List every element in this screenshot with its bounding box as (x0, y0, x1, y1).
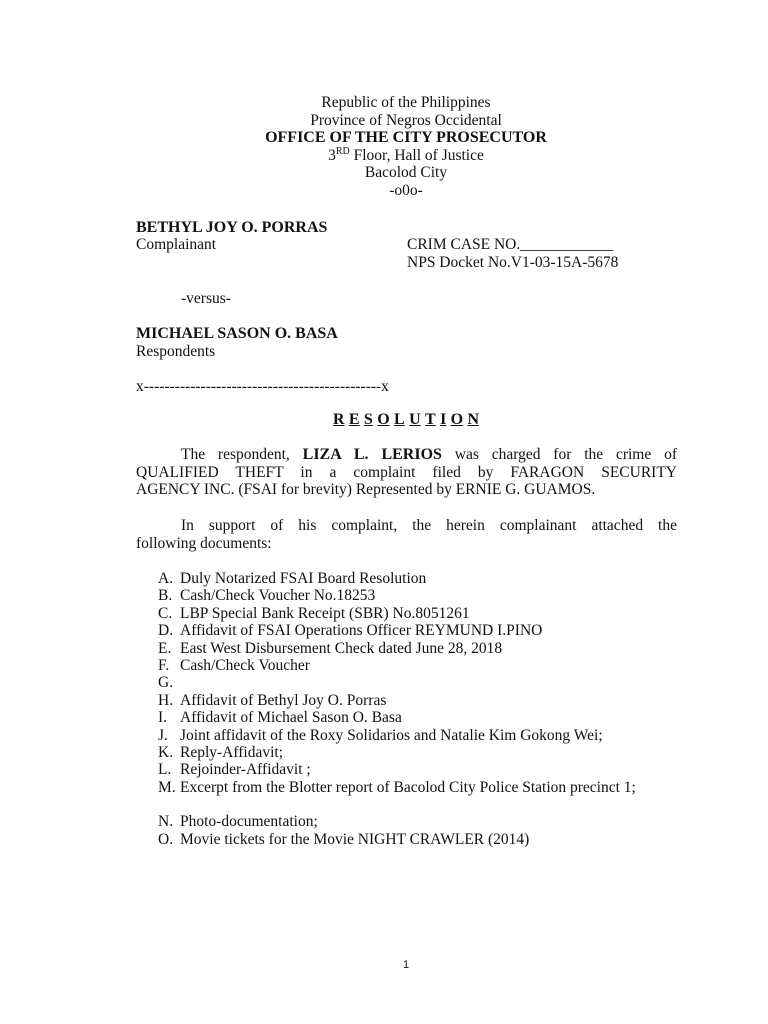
title-letter: L (394, 411, 405, 428)
respondent-highlight: LIZA L. LERIOS (302, 446, 442, 463)
list-marker: L. (158, 761, 172, 779)
respondent-label: Respondents (136, 343, 216, 360)
complainant-label: Complainant (136, 236, 217, 253)
paragraph-charge-intro: The respondent, (181, 446, 290, 463)
list-item-text: Movie tickets for the Movie NIGHT CRAWLER (2014) (180, 830, 530, 848)
list-marker: D. (158, 622, 174, 640)
list-item-text: Cash/Check Voucher (180, 656, 310, 674)
list-marker: H. (158, 691, 174, 709)
resolution-title (0, 411, 768, 429)
list-marker: C. (158, 604, 173, 622)
documents-list (158, 570, 650, 848)
header-country: Republic of the Philippines (321, 94, 491, 111)
paragraph-charge-line: QUALIFIED THEFT in a complaint filed by FARAGON SECURITY (136, 463, 677, 481)
title-letter: R (332, 411, 345, 428)
title-letter: I (440, 411, 447, 428)
paragraph-charge-continuation: was charged for the crime of (454, 446, 677, 463)
paragraph-charge (136, 446, 677, 499)
title-letter: N (467, 411, 480, 428)
title-letter: S (363, 411, 373, 428)
header-floor-superscript: RD (335, 145, 350, 157)
list-item (158, 779, 650, 814)
list-item (158, 831, 650, 848)
list-marker: O. (158, 830, 174, 848)
paragraph-support-line: following documents: (136, 534, 272, 552)
list-item (158, 709, 650, 726)
list-item (158, 692, 650, 709)
paragraph-support-line: In support of his complaint, the herein complainant attached the (181, 517, 677, 534)
list-marker: K. (158, 743, 174, 761)
list-item-text: Affidavit of Bethyl Joy O. Porras (180, 691, 387, 709)
list-marker: E. (158, 639, 172, 657)
list-marker: F. (158, 656, 170, 674)
header-province: Province of Negros Occidental (310, 111, 502, 129)
list-item (158, 622, 650, 639)
list-marker: J. (158, 726, 168, 744)
title-letter: T (425, 411, 436, 428)
document-header (0, 94, 768, 199)
list-marker: A. (158, 570, 174, 587)
list-item (158, 727, 650, 744)
list-item-text: Joint affidavit of the Roxy Solidarios and Natalie Kim Gokong Wei; (180, 726, 603, 744)
header-floor-text: Floor, Hall of Justice (349, 146, 484, 164)
docket-number: NPS Docket No.V1-03-15A-5678 (407, 254, 619, 271)
list-item-text: Cash/Check Voucher No.18253 (180, 587, 376, 605)
list-item (158, 744, 650, 761)
list-item (158, 587, 650, 604)
list-item (158, 605, 650, 622)
complainant-name: BETHYL JOY O. PORRAS (136, 219, 328, 236)
list-item (158, 674, 650, 691)
header-floor (0, 147, 768, 165)
list-marker: N. (158, 813, 174, 831)
title-letter: E (348, 411, 360, 428)
list-item (158, 813, 650, 830)
list-item-text: East West Disbursement Check dated June 28, 2018 (180, 639, 503, 657)
page-number: 1 (402, 959, 410, 971)
paragraph-support (136, 517, 677, 552)
header-separator: -o0o- (389, 181, 423, 199)
list-marker: G. (158, 674, 174, 692)
header-office: OFFICE OF THE CITY PROSECUTOR (265, 129, 547, 146)
list-item-text: LBP Special Bank Receipt (SBR) No.8051261 (180, 604, 470, 622)
list-item-text: Reply-Affidavit; (180, 743, 284, 761)
list-marker: I. (158, 709, 168, 727)
list-item-text: Excerpt from the Blotter report of Bacolod City Police Station precinct 1; (180, 778, 636, 796)
respondent-name: MICHAEL SASON O. BASA (136, 325, 338, 342)
list-item (158, 657, 650, 674)
case-number: CRIM CASE NO.____________ (407, 236, 614, 253)
versus-label: -versus- (181, 290, 231, 307)
list-item-text: Photo-documentation; (180, 813, 318, 831)
paragraph-charge-line (136, 446, 677, 464)
list-item-text: Affidavit of FSAI Operations Officer REYMUND I.PINO (180, 622, 543, 640)
list-item (158, 761, 650, 778)
list-item-text: Rejoinder-Affidavit ; (180, 761, 311, 779)
header-floor-number: 3 (328, 146, 336, 164)
list-item (158, 640, 650, 657)
title-letter: O (377, 411, 390, 428)
paragraph-charge-line: AGENCY INC. (FSAI for brevity) Represented by ERNIE G. GUAMOS. (136, 481, 596, 498)
list-item-text: Affidavit of Michael Sason O. Basa (180, 709, 402, 727)
title-letter: O (450, 411, 464, 428)
list-item (158, 570, 650, 587)
title-letter: U (409, 411, 421, 428)
header-city: Bacolod City (364, 164, 448, 181)
list-item-text: Duly Notarized FSAI Board Resolution (180, 570, 427, 587)
caption-divider: x----------------------------------------------x (136, 378, 389, 395)
list-marker: B. (158, 587, 173, 605)
list-marker: M. (158, 778, 176, 796)
